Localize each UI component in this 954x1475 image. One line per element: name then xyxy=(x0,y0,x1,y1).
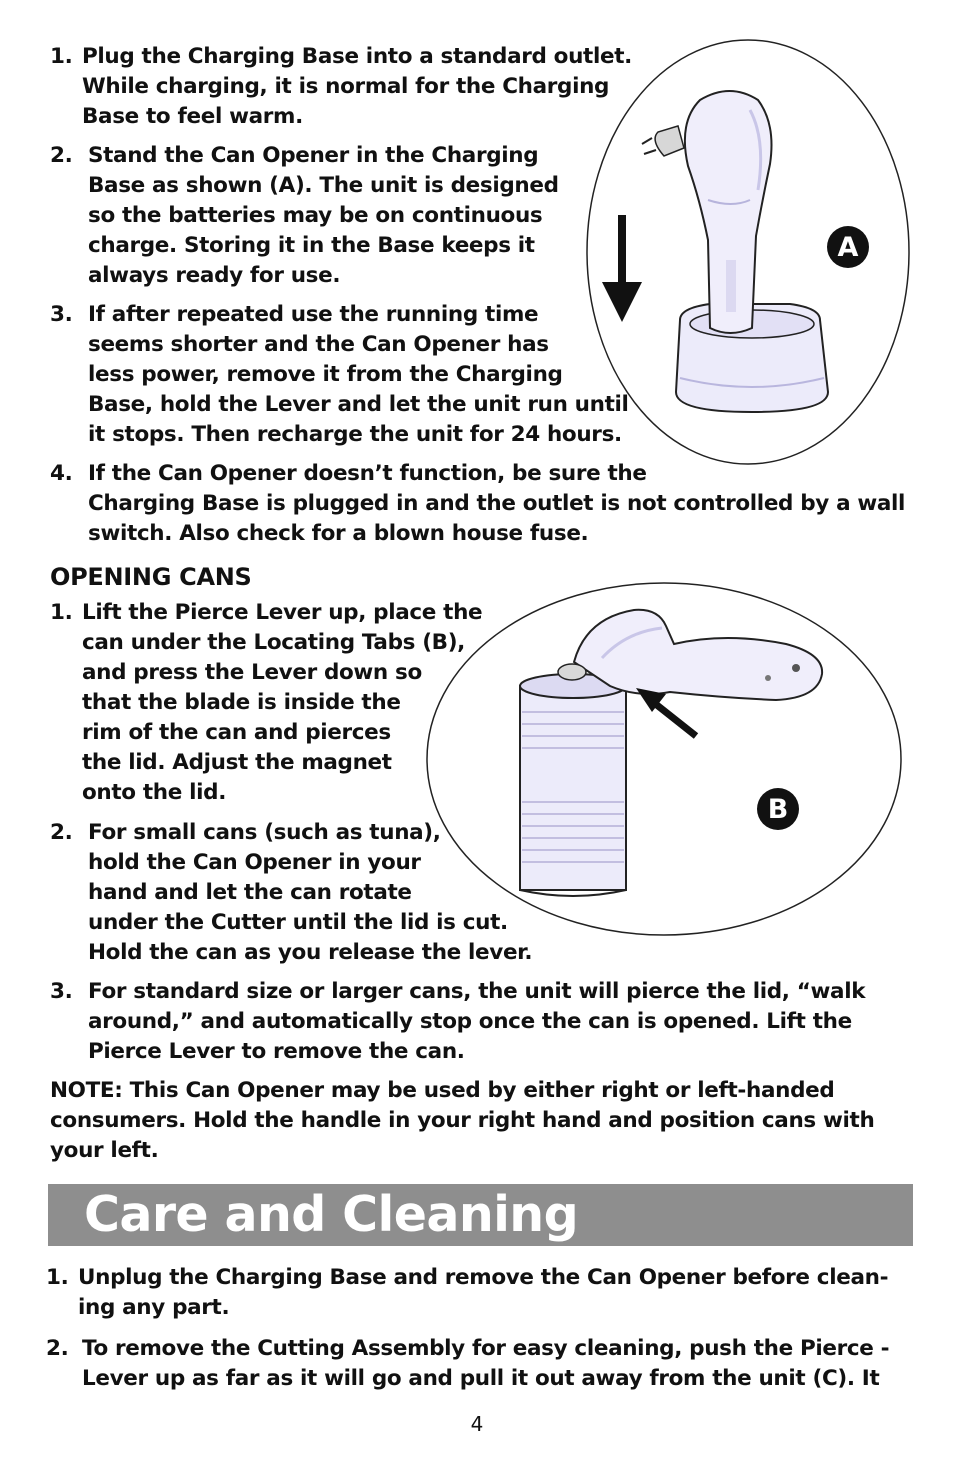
step-number: 4. xyxy=(50,461,73,486)
step-number: 3. xyxy=(50,302,73,327)
note-paragraph: NOTE: This Can Opener may be used by either right or left-handed consumers. Hold the handle in your right hand and position cans with your left. xyxy=(50,1078,875,1163)
page-number: 4 xyxy=(470,1412,484,1436)
care-step-2: 2. To remove the Cutting Assembly for easy cleaning, push the Pierce - Lever up as far as it will go and pull it out away from the unit (C). It xyxy=(46,1336,890,1391)
section-band xyxy=(48,1184,913,1246)
opening-step-1: 1. Lift the Pierce Lever up, place the can under the Locating Tabs (B), and press the Lever down so that the blade is inside the rim of the can and pierces the lid. Adjust the magnet onto the lid. xyxy=(50,600,483,805)
opening-step-3: 3. For standard size or larger cans, the unit will pierce the lid, “walk around,” and automatically stop once the can is opened. Lift the Pierce Lever to remove the can. xyxy=(50,979,866,1064)
section-title: Care and Cleaning xyxy=(84,1186,579,1243)
step-number: 1. xyxy=(46,1265,69,1290)
step-number: 2. xyxy=(46,1336,69,1361)
step-number: 2. xyxy=(50,820,73,845)
can xyxy=(520,686,626,890)
step-number: 1. xyxy=(50,44,73,69)
brand-strip xyxy=(726,260,736,312)
step-number: 1. xyxy=(50,600,73,625)
care-step-1: 1. Unplug the Charging Base and remove the Can Opener before clean- ing any part. xyxy=(46,1265,889,1320)
charging-step-3: 3. If after repeated use the running time seems shorter and the Can Opener has less power, remove it from the Charging Base, hold the Lever and let the unit run until it stops. Then recharge the unit for 24 hours. xyxy=(50,302,629,447)
figure-b-label: B xyxy=(767,794,789,825)
step-number: 2. xyxy=(50,143,73,168)
charging-step-2: 2. Stand the Can Opener in the Charging Base as shown (A). The unit is designed so the batteries may be on continuous charge. Storing it in the Base keeps it always ready for use. xyxy=(50,143,559,288)
step-number: 3. xyxy=(50,979,73,1004)
figure-b-label-badge xyxy=(756,787,800,831)
figure-a-label-badge xyxy=(826,225,870,269)
opening-cans-heading: OPENING CANS xyxy=(50,563,252,591)
figure-a-label: A xyxy=(837,232,859,263)
opening-step-2: 2. For small cans (such as tuna), hold the Can Opener in your hand and let the can rotate under the Cutter until the lid is cut. Hold the can as you release the lever. xyxy=(50,820,533,965)
magnet xyxy=(558,664,586,680)
charging-step-1: 1. Plug the Charging Base into a standard outlet. While charging, it is normal for the Charging Base to feel warm. xyxy=(50,44,632,129)
charging-step-4: 4. If the Can Opener doesn’t function, be sure the Charging Base is plugged in and the outlet is not controlled by a wall switch. Also check for a blown house fuse. xyxy=(50,461,906,546)
